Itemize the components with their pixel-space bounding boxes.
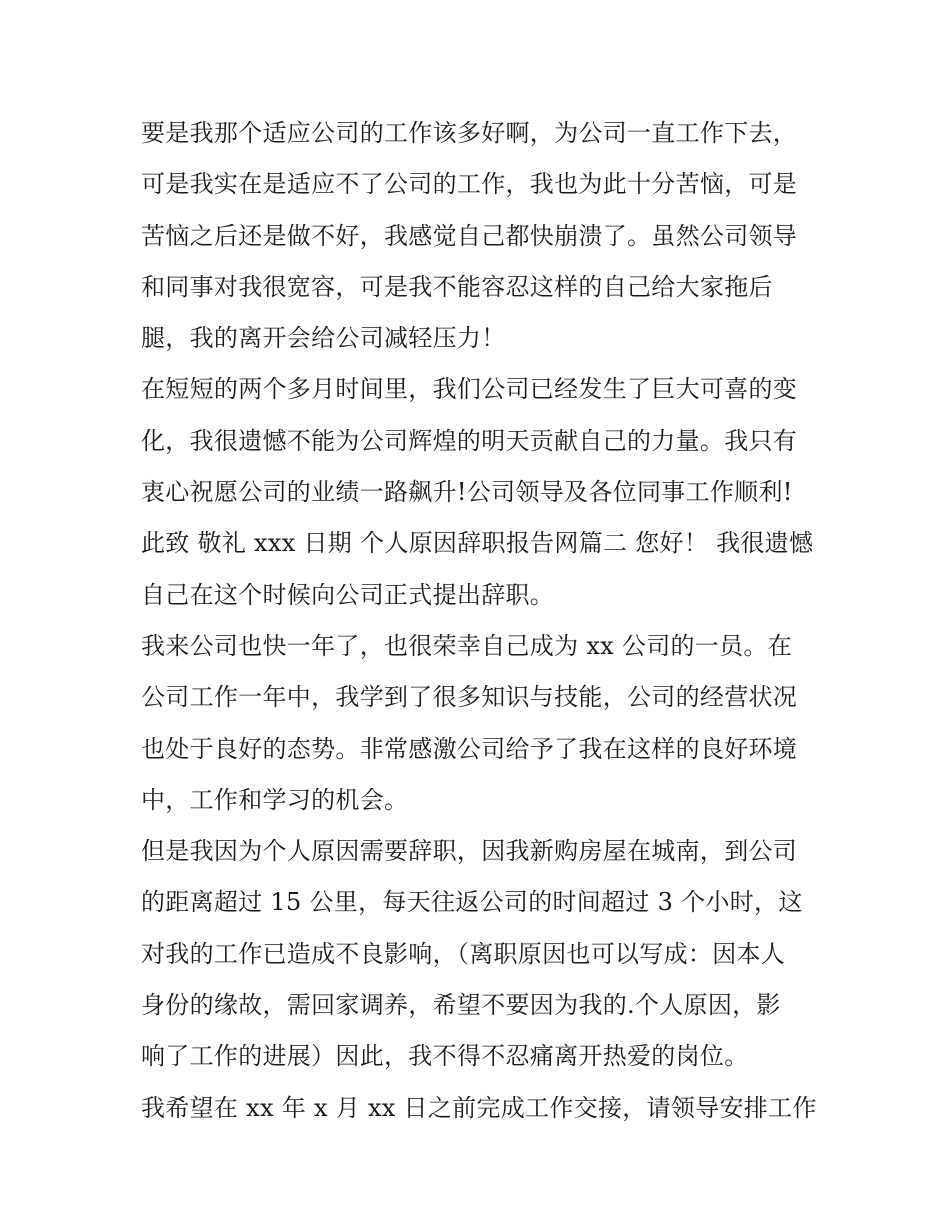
text-line: 但是我因为个人原因需要辞职，因我新购房屋在城南，到公司 [141, 837, 798, 866]
text-line: 中，工作和学习的机会。 [141, 785, 409, 814]
text-line: 要是我那个适应公司的工作该多好啊，为公司一直工作下去， [141, 119, 798, 147]
text-line: 也处于良好的态势。非常感激公司给予了我在这样的良好环境 [141, 734, 798, 763]
text-line: 自己在这个时候向公司正式提出辞职。 [141, 580, 555, 609]
text-line: 公司工作一年中，我学到了很多知识与技能，公司的经营状况 [141, 683, 798, 712]
text-line: 的距离超过 15 公里，每天往返公司的时间超过 3 个小时，这 [141, 888, 803, 917]
text-line: 此致 敬礼 xxx 日期 个人原因辞职报告网篇二 您好！ 我很遗憾 [141, 529, 814, 558]
text-line: 化，我很遗憾不能为公司辉煌的明天贡献自己的力量。我只有 [141, 426, 798, 455]
text-line: 响了工作的进展）因此，我不得不忍痛离开热爱的岗位。 [141, 1042, 749, 1071]
text-line: 我来公司也快一年了，也很荣幸自己成为 xx 公司的一员。在 [141, 631, 793, 660]
document-body [141, 108, 821, 1134]
text-line: 衷心祝愿公司的业绩一路飙升!公司领导及各位同事工作顺利! [141, 478, 793, 507]
text-line: 我希望在 xx 年 x 月 xx 日之前完成工作交接，请领导安排工作 [141, 1093, 817, 1122]
text-line: 可是我实在是适应不了公司的工作，我也为此十分苦恼，可是 [141, 170, 798, 199]
text-line: 在短短的两个多月时间里，我们公司已经发生了巨大可喜的变 [141, 375, 798, 404]
text-line: 苦恼之后还是做不好，我感觉自己都快崩溃了。虽然公司领导 [141, 221, 798, 250]
text-line: 身份的缘故，需回家调养，希望不要因为我的.个人原因，影 [141, 991, 781, 1020]
text-line: 和同事对我很宽容，可是我不能容忍这样的自己给大家拖后 [141, 272, 773, 301]
text-line: 腿，我的离开会给公司减轻压力！ [141, 324, 506, 353]
text-line: 对我的工作已造成不良影响，（离职原因也可以写成：因本人 [141, 939, 786, 968]
